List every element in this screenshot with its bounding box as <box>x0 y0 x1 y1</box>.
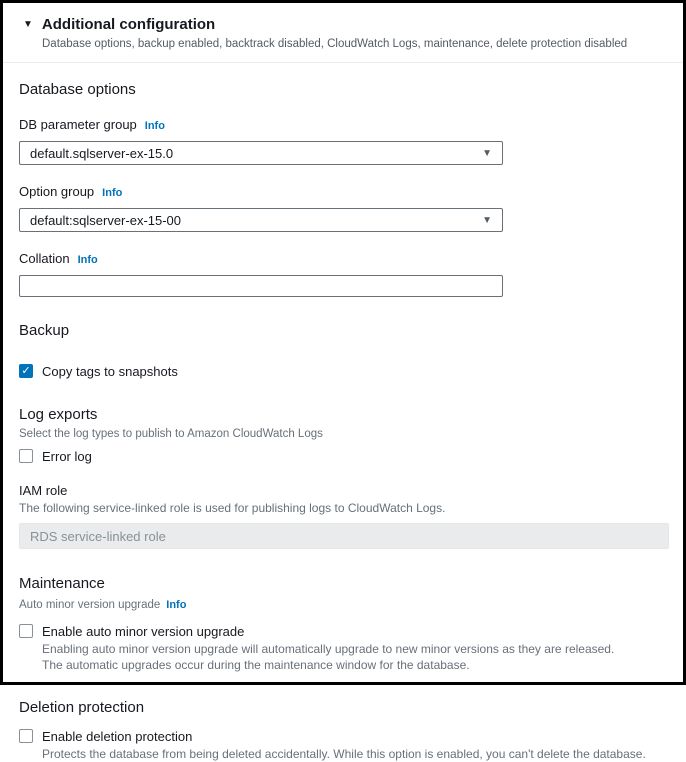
log-exports-description: Select the log types to publish to Amazon CloudWatch Logs <box>19 428 323 440</box>
deletion-protection-checkbox[interactable] <box>19 729 33 743</box>
expander-summary: Database options, backup enabled, backtrack disabled, CloudWatch Logs, maintenance, delete protection disabled <box>42 38 628 50</box>
expander-toggle[interactable] <box>23 16 667 33</box>
expander-header <box>3 3 683 50</box>
error-log-row[interactable] <box>19 449 667 464</box>
iam-role-description: The following service-linked role is used for publishing logs to CloudWatch Logs. <box>19 501 446 515</box>
panel-content <box>3 81 683 762</box>
option-group-selected-value: default:sqlserver-ex-15-00 <box>30 212 182 228</box>
expander-title: Additional configuration <box>41 16 216 33</box>
auto-minor-upgrade-checkbox[interactable] <box>19 624 33 638</box>
database-options-heading: Database options <box>19 81 136 98</box>
auto-minor-upgrade-description-line2: The automatic upgrades occur during the maintenance window for the database. <box>42 658 470 672</box>
expander-caret-icon[interactable]: ▼ <box>23 18 33 30</box>
maintenance-heading: Maintenance <box>19 575 105 592</box>
db-parameter-group-select[interactable] <box>19 141 503 165</box>
collation-input[interactable] <box>19 275 503 297</box>
option-group-info-link[interactable]: Info <box>102 187 123 199</box>
copy-tags-label: Copy tags to snapshots <box>42 364 178 379</box>
header-divider <box>3 62 683 63</box>
db-parameter-group-label: DB parameter group <box>19 117 137 132</box>
enable-deletion-protection-row[interactable] <box>19 729 667 744</box>
db-parameter-group-info-link[interactable]: Info <box>144 120 165 132</box>
iam-role-disabled-field <box>19 523 669 549</box>
collation-info-link[interactable]: Info <box>77 254 98 266</box>
auto-minor-upgrade-description-line1: Enabling auto minor version upgrade will automatically upgrade to new minor versions as they are released. <box>42 642 615 656</box>
backup-heading: Backup <box>19 322 70 339</box>
db-parameter-group-selected-value: default.sqlserver-ex-15.0 <box>30 145 174 161</box>
log-exports-heading: Log exports <box>19 406 98 423</box>
deletion-protection-heading: Deletion protection <box>19 699 145 716</box>
option-group-label: Option group <box>19 184 95 199</box>
iam-role-label: IAM role <box>19 483 68 498</box>
collation-label: Collation <box>19 251 70 266</box>
auto-minor-version-upgrade-info-link[interactable]: Info <box>166 599 187 611</box>
option-group-select[interactable] <box>19 208 503 232</box>
error-log-checkbox[interactable] <box>19 449 33 463</box>
copy-tags-checkbox[interactable] <box>19 364 33 378</box>
auto-minor-version-upgrade-subheading: Auto minor version upgrade <box>19 599 161 611</box>
deletion-protection-description: Protects the database from being deleted accidentally. While this option is enabled, you can't delete the database. <box>42 747 646 761</box>
chevron-down-icon: ▼ <box>482 147 492 159</box>
deletion-protection-label: Enable deletion protection <box>42 729 193 744</box>
chevron-down-icon: ▼ <box>482 214 492 226</box>
copy-tags-to-snapshots-row[interactable] <box>19 364 667 379</box>
iam-role-value: RDS service-linked role <box>30 528 166 544</box>
error-log-label: Error log <box>42 449 92 464</box>
enable-auto-minor-upgrade-row[interactable] <box>19 624 667 639</box>
auto-minor-upgrade-label: Enable auto minor version upgrade <box>42 624 245 639</box>
